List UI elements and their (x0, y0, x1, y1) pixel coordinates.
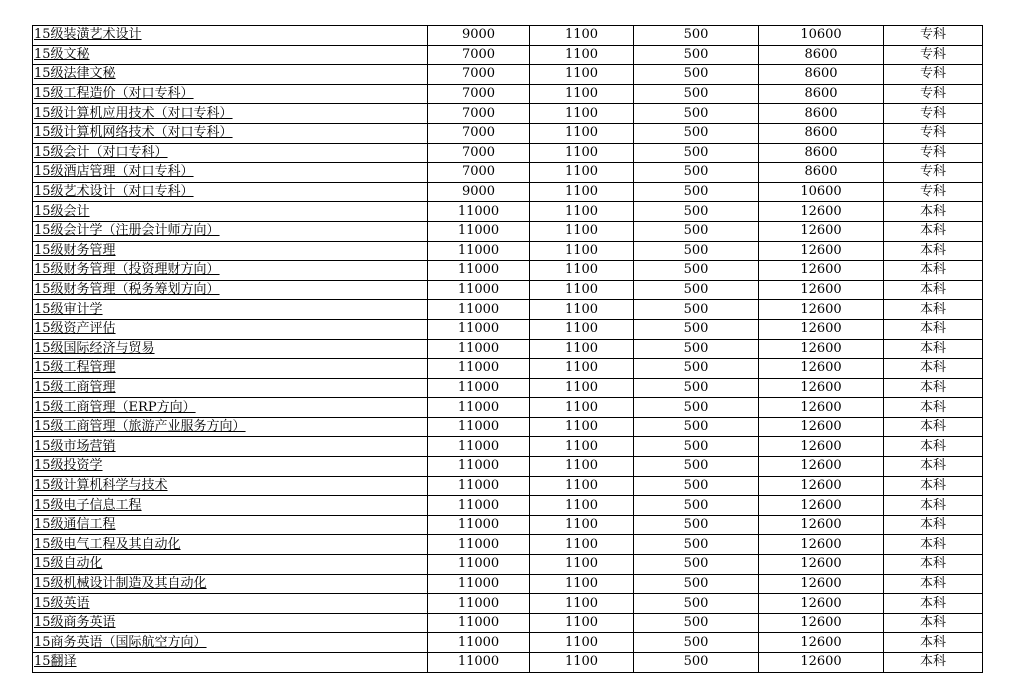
major-name-cell: 15级工商管理（ERP方向） (33, 398, 428, 418)
major-name-cell: 15级财务管理（税务筹划方向） (33, 280, 428, 300)
total-fee-cell: 8600 (759, 143, 884, 163)
fee-table (32, 25, 983, 673)
table-row (33, 104, 983, 124)
accommodation-fee-cell: 1100 (530, 104, 634, 124)
major-name-cell: 15级工商管理 (33, 378, 428, 398)
total-fee-cell: 8600 (759, 104, 884, 124)
total-fee-cell: 10600 (759, 26, 884, 46)
education-level-cell: 专科 (884, 26, 983, 46)
major-name-cell: 15级酒店管理（对口专科） (33, 163, 428, 183)
education-level-cell: 本科 (884, 339, 983, 359)
misc-fee-cell: 500 (634, 613, 759, 633)
total-fee-cell: 12600 (759, 535, 884, 555)
education-level-cell: 本科 (884, 633, 983, 653)
table-row (33, 202, 983, 222)
tuition-cell: 11000 (428, 339, 530, 359)
major-name-cell: 15级商务英语 (33, 613, 428, 633)
misc-fee-cell: 500 (634, 104, 759, 124)
accommodation-fee-cell: 1100 (530, 535, 634, 555)
accommodation-fee-cell: 1100 (530, 594, 634, 614)
misc-fee-cell: 500 (634, 202, 759, 222)
misc-fee-cell: 500 (634, 476, 759, 496)
tuition-cell: 11000 (428, 202, 530, 222)
total-fee-cell: 8600 (759, 123, 884, 143)
misc-fee-cell: 500 (634, 300, 759, 320)
major-name-cell: 15级工程管理 (33, 359, 428, 379)
accommodation-fee-cell: 1100 (530, 261, 634, 281)
table-row (33, 535, 983, 555)
tuition-cell: 7000 (428, 65, 530, 85)
education-level-cell: 本科 (884, 261, 983, 281)
major-name-cell: 15级财务管理（投资理财方向） (33, 261, 428, 281)
major-name-cell: 15级国际经济与贸易 (33, 339, 428, 359)
accommodation-fee-cell: 1100 (530, 26, 634, 46)
total-fee-cell: 12600 (759, 280, 884, 300)
table-row (33, 574, 983, 594)
education-level-cell: 专科 (884, 65, 983, 85)
accommodation-fee-cell: 1100 (530, 182, 634, 202)
major-name-cell: 15级艺术设计（对口专科） (33, 182, 428, 202)
misc-fee-cell: 500 (634, 163, 759, 183)
total-fee-cell: 10600 (759, 182, 884, 202)
misc-fee-cell: 500 (634, 65, 759, 85)
total-fee-cell: 12600 (759, 613, 884, 633)
misc-fee-cell: 500 (634, 378, 759, 398)
education-level-cell: 本科 (884, 437, 983, 457)
total-fee-cell: 12600 (759, 261, 884, 281)
tuition-cell: 11000 (428, 515, 530, 535)
major-name-cell: 15级会计 (33, 202, 428, 222)
education-level-cell: 本科 (884, 417, 983, 437)
tuition-cell: 11000 (428, 496, 530, 516)
tuition-cell: 11000 (428, 613, 530, 633)
table-row (33, 613, 983, 633)
tuition-cell: 11000 (428, 555, 530, 575)
accommodation-fee-cell: 1100 (530, 65, 634, 85)
total-fee-cell: 12600 (759, 378, 884, 398)
misc-fee-cell: 500 (634, 555, 759, 575)
education-level-cell: 本科 (884, 613, 983, 633)
education-level-cell: 本科 (884, 202, 983, 222)
table-row (33, 123, 983, 143)
tuition-cell: 7000 (428, 45, 530, 65)
major-name-cell: 15级市场营销 (33, 437, 428, 457)
accommodation-fee-cell: 1100 (530, 143, 634, 163)
education-level-cell: 本科 (884, 359, 983, 379)
major-name-cell: 15级计算机网络技术（对口专科） (33, 123, 428, 143)
table-row (33, 555, 983, 575)
tuition-cell: 11000 (428, 457, 530, 477)
accommodation-fee-cell: 1100 (530, 555, 634, 575)
total-fee-cell: 12600 (759, 476, 884, 496)
misc-fee-cell: 500 (634, 280, 759, 300)
table-row (33, 84, 983, 104)
total-fee-cell: 12600 (759, 594, 884, 614)
misc-fee-cell: 500 (634, 182, 759, 202)
table-row (33, 378, 983, 398)
total-fee-cell: 12600 (759, 653, 884, 673)
education-level-cell: 专科 (884, 143, 983, 163)
tuition-cell: 11000 (428, 653, 530, 673)
misc-fee-cell: 500 (634, 319, 759, 339)
education-level-cell: 本科 (884, 555, 983, 575)
major-name-cell: 15级会计（对口专科） (33, 143, 428, 163)
major-name-cell: 15级文秘 (33, 45, 428, 65)
major-name-cell: 15级财务管理 (33, 241, 428, 261)
table-row (33, 417, 983, 437)
education-level-cell: 本科 (884, 594, 983, 614)
education-level-cell: 专科 (884, 45, 983, 65)
table-row (33, 221, 983, 241)
misc-fee-cell: 500 (634, 241, 759, 261)
total-fee-cell: 8600 (759, 163, 884, 183)
misc-fee-cell: 500 (634, 143, 759, 163)
tuition-cell: 7000 (428, 104, 530, 124)
education-level-cell: 专科 (884, 123, 983, 143)
tuition-cell: 11000 (428, 300, 530, 320)
education-level-cell: 本科 (884, 280, 983, 300)
accommodation-fee-cell: 1100 (530, 574, 634, 594)
education-level-cell: 专科 (884, 182, 983, 202)
misc-fee-cell: 500 (634, 496, 759, 516)
total-fee-cell: 8600 (759, 84, 884, 104)
major-name-cell: 15级法律文秘 (33, 65, 428, 85)
table-row (33, 339, 983, 359)
accommodation-fee-cell: 1100 (530, 653, 634, 673)
accommodation-fee-cell: 1100 (530, 417, 634, 437)
table-row (33, 26, 983, 46)
total-fee-cell: 12600 (759, 241, 884, 261)
total-fee-cell: 12600 (759, 221, 884, 241)
table-row (33, 496, 983, 516)
total-fee-cell: 12600 (759, 515, 884, 535)
table-row (33, 633, 983, 653)
table-row (33, 359, 983, 379)
accommodation-fee-cell: 1100 (530, 476, 634, 496)
education-level-cell: 本科 (884, 398, 983, 418)
accommodation-fee-cell: 1100 (530, 84, 634, 104)
tuition-cell: 11000 (428, 378, 530, 398)
education-level-cell: 本科 (884, 457, 983, 477)
fee-table-body (33, 26, 983, 673)
misc-fee-cell: 500 (634, 437, 759, 457)
tuition-cell: 11000 (428, 437, 530, 457)
tuition-cell: 11000 (428, 476, 530, 496)
education-level-cell: 本科 (884, 476, 983, 496)
accommodation-fee-cell: 1100 (530, 613, 634, 633)
misc-fee-cell: 500 (634, 221, 759, 241)
table-row (33, 300, 983, 320)
education-level-cell: 本科 (884, 653, 983, 673)
tuition-cell: 7000 (428, 163, 530, 183)
major-name-cell: 15级资产评估 (33, 319, 428, 339)
table-row (33, 437, 983, 457)
accommodation-fee-cell: 1100 (530, 45, 634, 65)
education-level-cell: 本科 (884, 241, 983, 261)
major-name-cell: 15级工程造价（对口专科） (33, 84, 428, 104)
table-row (33, 280, 983, 300)
accommodation-fee-cell: 1100 (530, 398, 634, 418)
major-name-cell: 15级审计学 (33, 300, 428, 320)
major-name-cell: 15级工商管理（旅游产业服务方向） (33, 417, 428, 437)
table-row (33, 398, 983, 418)
education-level-cell: 本科 (884, 300, 983, 320)
total-fee-cell: 12600 (759, 359, 884, 379)
accommodation-fee-cell: 1100 (530, 202, 634, 222)
education-level-cell: 本科 (884, 221, 983, 241)
accommodation-fee-cell: 1100 (530, 300, 634, 320)
tuition-cell: 11000 (428, 594, 530, 614)
total-fee-cell: 12600 (759, 319, 884, 339)
misc-fee-cell: 500 (634, 398, 759, 418)
accommodation-fee-cell: 1100 (530, 221, 634, 241)
education-level-cell: 本科 (884, 535, 983, 555)
major-name-cell: 15级通信工程 (33, 515, 428, 535)
education-level-cell: 本科 (884, 378, 983, 398)
total-fee-cell: 12600 (759, 457, 884, 477)
total-fee-cell: 12600 (759, 496, 884, 516)
major-name-cell: 15级电子信息工程 (33, 496, 428, 516)
education-level-cell: 本科 (884, 319, 983, 339)
table-row (33, 653, 983, 673)
tuition-cell: 11000 (428, 359, 530, 379)
total-fee-cell: 8600 (759, 65, 884, 85)
tuition-cell: 11000 (428, 398, 530, 418)
table-row (33, 45, 983, 65)
tuition-cell: 11000 (428, 241, 530, 261)
tuition-cell: 11000 (428, 417, 530, 437)
tuition-cell: 11000 (428, 535, 530, 555)
misc-fee-cell: 500 (634, 84, 759, 104)
accommodation-fee-cell: 1100 (530, 163, 634, 183)
total-fee-cell: 8600 (759, 45, 884, 65)
major-name-cell: 15级投资学 (33, 457, 428, 477)
misc-fee-cell: 500 (634, 594, 759, 614)
table-row (33, 594, 983, 614)
accommodation-fee-cell: 1100 (530, 339, 634, 359)
accommodation-fee-cell: 1100 (530, 496, 634, 516)
total-fee-cell: 12600 (759, 398, 884, 418)
table-row (33, 261, 983, 281)
misc-fee-cell: 500 (634, 574, 759, 594)
misc-fee-cell: 500 (634, 653, 759, 673)
major-name-cell: 15级英语 (33, 594, 428, 614)
table-row (33, 241, 983, 261)
misc-fee-cell: 500 (634, 515, 759, 535)
tuition-cell: 7000 (428, 123, 530, 143)
education-level-cell: 专科 (884, 104, 983, 124)
education-level-cell: 专科 (884, 163, 983, 183)
accommodation-fee-cell: 1100 (530, 280, 634, 300)
total-fee-cell: 12600 (759, 633, 884, 653)
misc-fee-cell: 500 (634, 457, 759, 477)
misc-fee-cell: 500 (634, 535, 759, 555)
table-row (33, 476, 983, 496)
major-name-cell: 15级机械设计制造及其自动化 (33, 574, 428, 594)
total-fee-cell: 12600 (759, 437, 884, 457)
total-fee-cell: 12600 (759, 574, 884, 594)
major-name-cell: 15级自动化 (33, 555, 428, 575)
misc-fee-cell: 500 (634, 261, 759, 281)
major-name-cell: 15级计算机科学与技术 (33, 476, 428, 496)
major-name-cell: 15级会计学（注册会计师方向） (33, 221, 428, 241)
misc-fee-cell: 500 (634, 339, 759, 359)
education-level-cell: 本科 (884, 515, 983, 535)
tuition-cell: 7000 (428, 84, 530, 104)
accommodation-fee-cell: 1100 (530, 378, 634, 398)
tuition-cell: 11000 (428, 574, 530, 594)
tuition-cell: 9000 (428, 26, 530, 46)
total-fee-cell: 12600 (759, 202, 884, 222)
tuition-cell: 11000 (428, 319, 530, 339)
total-fee-cell: 12600 (759, 300, 884, 320)
major-name-cell: 15级装潢艺术设计 (33, 26, 428, 46)
education-level-cell: 本科 (884, 574, 983, 594)
accommodation-fee-cell: 1100 (530, 437, 634, 457)
education-level-cell: 专科 (884, 84, 983, 104)
tuition-cell: 9000 (428, 182, 530, 202)
table-row (33, 143, 983, 163)
tuition-cell: 7000 (428, 143, 530, 163)
table-row (33, 319, 983, 339)
misc-fee-cell: 500 (634, 123, 759, 143)
misc-fee-cell: 500 (634, 359, 759, 379)
accommodation-fee-cell: 1100 (530, 633, 634, 653)
table-row (33, 182, 983, 202)
table-row (33, 515, 983, 535)
education-level-cell: 本科 (884, 496, 983, 516)
accommodation-fee-cell: 1100 (530, 241, 634, 261)
misc-fee-cell: 500 (634, 26, 759, 46)
total-fee-cell: 12600 (759, 417, 884, 437)
major-name-cell: 15级电气工程及其自动化 (33, 535, 428, 555)
misc-fee-cell: 500 (634, 633, 759, 653)
misc-fee-cell: 500 (634, 417, 759, 437)
tuition-cell: 11000 (428, 280, 530, 300)
tuition-cell: 11000 (428, 633, 530, 653)
tuition-cell: 11000 (428, 221, 530, 241)
major-name-cell: 15级计算机应用技术（对口专科） (33, 104, 428, 124)
accommodation-fee-cell: 1100 (530, 319, 634, 339)
misc-fee-cell: 500 (634, 45, 759, 65)
accommodation-fee-cell: 1100 (530, 359, 634, 379)
accommodation-fee-cell: 1100 (530, 457, 634, 477)
major-name-cell: 15翻译 (33, 653, 428, 673)
accommodation-fee-cell: 1100 (530, 123, 634, 143)
table-row (33, 163, 983, 183)
major-name-cell: 15商务英语（国际航空方向） (33, 633, 428, 653)
table-row (33, 457, 983, 477)
total-fee-cell: 12600 (759, 555, 884, 575)
accommodation-fee-cell: 1100 (530, 515, 634, 535)
total-fee-cell: 12600 (759, 339, 884, 359)
tuition-cell: 11000 (428, 261, 530, 281)
table-row (33, 65, 983, 85)
